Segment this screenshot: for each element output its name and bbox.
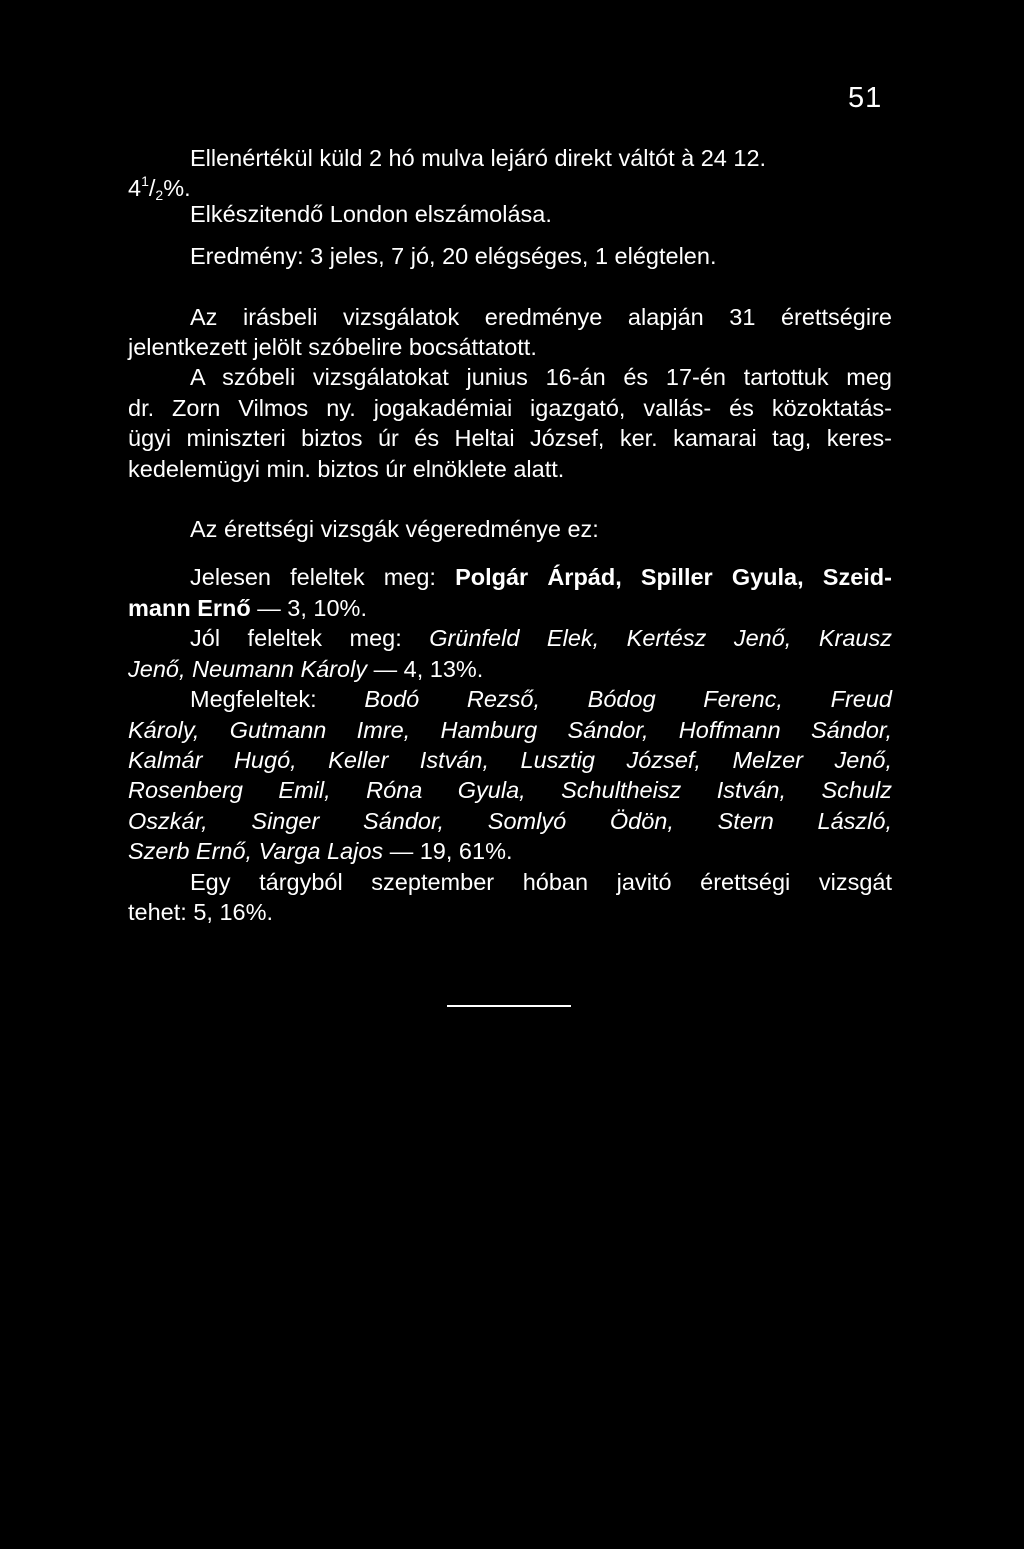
text-line: Elkészitendő London elszámolása. [190,200,552,227]
page-number: 51 [848,82,883,114]
passed-line: Kalmár Hugó, Keller István, Lusztig József, Melzer Jenő, [128,746,892,773]
good-line: Jól feleltek meg: Grünfeld Elek, Kertész Jenő, Krausz [190,625,892,652]
honors-line: mann Ernő — 3, 10%. [128,594,367,621]
text-line: jelentkezett jelölt szóbelire bocsáttatott. [128,334,537,361]
text-line: ügyi miniszteri biztos úr és Heltai József, ker. kamarai tag, keres- [128,425,892,452]
interest-rate: $4^1/2\%$. [128,173,191,204]
passed-line: Megfeleltek: Bodó Rezső, Bódog Ferenc, Freud [190,686,892,713]
passed-line: Rosenberg Emil, Róna Gyula, Schultheisz István, Schulz [128,777,892,804]
retake-line: Egy tárgyból szeptember hóban javitó érettségi vizsgát [190,868,892,895]
passed-line: Szerb Ernő, Varga Lajos — 19, 61%. [128,838,513,865]
retake-line: tehet: 5, 16%. [128,898,274,925]
passed-line: Károly, Gutmann Imre, Hamburg Sándor, Hoffmann Sándor, [128,716,892,743]
end-divider [447,1005,571,1007]
passed-line: Oszkár, Singer Sándor, Somlyó Ödön, Stern László, [128,807,892,834]
honors-line: Jelesen feleltek meg: Polgár Árpád, Spiller Gyula, Szeid- [190,564,892,591]
page-body [128,143,892,927]
text-line: Ellenértékül küld 2 hó mulva lejáró direkt váltót à 24 12. [190,145,767,171]
result-summary: Eredmény: 3 jeles, 7 jó, 20 elégséges, 1 elégtelen. [190,243,717,270]
good-line: Jenő, Neumann Károly — 4, 13%. [128,655,484,682]
section-heading: Az érettségi vizsgák végeredménye ez: [190,516,599,543]
text-line: dr. Zorn Vilmos ny. jogakadémiai igazgató, vallás- és közoktatás- [128,394,892,421]
text-line: A szóbeli vizsgálatokat junius 16-án és 17-én tartottuk meg [190,364,892,391]
text-line: kedelemügyi min. biztos úr elnöklete alatt. [128,455,565,482]
text-line: Az irásbeli vizsgálatok eredménye alapján 31 érettségire [190,303,892,330]
